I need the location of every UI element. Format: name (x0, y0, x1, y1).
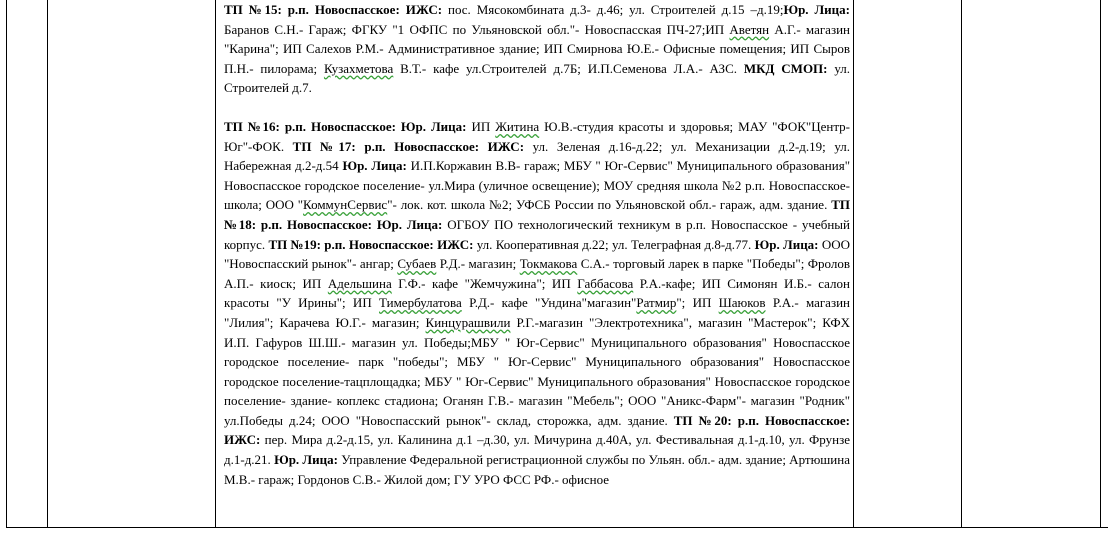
bold-run: Юр. Лица: (783, 2, 850, 17)
flagged-word: Токмакова (519, 256, 578, 272)
text-run: ИП (471, 118, 496, 134)
flagged-word: Габбасова (577, 275, 634, 291)
text-run: Р.Г.-магазин "Электротехника", магазин "Мастерок"; КФХ И.П. Гафуров Ш.Ш.- магазин ул. Победы;МБУ " Юг-Сервис" Муниципального образования" Новоспасское городское поселение- парк "победы"; МБУ " Юг-Сервис" Муниципального образования" Новоспасское городское поселение-тацплощадка; МБУ " Юг-Сервис" Муниципального образования" Новоспасское городское поселение- здание- коплекс стадиона; Оганян Г.В.- магазин "Мебель"; ООО "Аникс-Фарм"- магазин "Родник" ул.Победы д.24; ООО "Новоспасский рынок"- склад, сторожка, адм. здание. (224, 314, 850, 428)
flagged-word: Шаюков (718, 295, 766, 311)
column-divider-2 (215, 0, 216, 528)
text-run: А.Г.- магазин "Карина"; ИП Салехов Р.М.- Административное здание; ИП Смирнова Ю.Е.- Офисные помещения; ИП Сыров П.Н.- пилорама; (224, 21, 850, 76)
bold-run: ТП №18: р.п. Новоспасское: Юр. Лица: (224, 197, 850, 232)
flagged-word: Тимербулатова (379, 295, 462, 311)
flagged-word: Кузахметова (323, 60, 394, 76)
text-run: Р.А.-кафе; ИП Симонян И.Б.- салон красоты "У Ирины"; ИП (224, 275, 850, 311)
flagged-word: Адельшина (327, 275, 392, 291)
table-border-left (6, 0, 7, 528)
flagged-word: Кинцурашвили (425, 314, 511, 330)
bold-run: Юр. Лица: (754, 236, 822, 252)
text-run: Управление Федеральной регистрационной службы по Ульян. обл.- адм. здание; Артюшина М.В.- гараж; Гордонов С.В.- Жилой дом; ГУ УРО ФСС РФ.- офисное (224, 452, 850, 487)
text-run: Баранов С.Н.- Гараж; ФГКУ "1 ОФПС по Ульяновской обл."- Новоспасская ПЧ-27;ИП (224, 21, 730, 37)
column-divider-3 (853, 0, 854, 528)
text-run: пос. Мясокомбината д.3- д.46; ул. Строителей д.15 –д.19; (448, 2, 784, 17)
text-run: ОГБОУ ПО технологический техникум в р.п. Новоспасское - учебный корпус. (224, 216, 850, 252)
bold-run: Юр. Лица: (274, 452, 342, 468)
table-border-right (1100, 0, 1101, 528)
flagged-word: Аветян (729, 21, 770, 37)
paragraph-tp16-tp20 (224, 117, 850, 489)
paragraph-tp15 (224, 0, 850, 98)
flagged-word: Субаев (397, 256, 437, 272)
column-divider-4 (961, 0, 962, 528)
text-run: ул. Зеленая д.16-д.22; ул. Механизации д.2-д.19; ул. Набережная д.2-д.54 (224, 138, 850, 174)
cell-text (224, 0, 850, 489)
flagged-word: Житина (495, 118, 540, 134)
table-bottom-border (6, 527, 1108, 528)
text-run: Р.А.- магазин "Лилия"; Карачева Ю.Г.- магазин; (224, 295, 851, 330)
flagged-word: КоммунСервис (303, 197, 388, 213)
bold-run: ТП №19: р.п. Новоспасское: ИЖС: (268, 236, 477, 252)
flagged-word: Ратмир (636, 295, 677, 311)
text-run: И.П.Коржавин В.В- гараж; МБУ " Юг-Сервис" Муниципального образования" Новоспасское городское поселение- ул.Мира (уличное освещение); МОУ средняя школа №2 р.п. Новоспасское- школа; ООО " (224, 158, 851, 213)
paragraph-gap (224, 98, 850, 117)
column-divider-1 (47, 0, 48, 528)
text-run: "- лок. кот. школа №2; УФСБ России по Ульяновской обл.- гараж, адм. здание. (387, 197, 832, 213)
bold-run: ТП №20: р.п. Новоспасское: ИЖС: (224, 412, 850, 448)
bold-run: ТП №17: р.п. Новоспасское: ИЖС: (292, 138, 533, 154)
bold-run: ТП №16: р.п. Новоспасское: Юр. Лица: (224, 118, 472, 134)
bold-run: МКД СМОП: (743, 60, 835, 76)
text-run: Ю.В.-студия красоты и здоровья; МАУ "ФОК"Центр-Юг"-ФОК. (224, 118, 851, 154)
text-run: ООО "Новоспасский рынок"- ангар; (224, 236, 850, 272)
text-run: Р.Д.- кафе "Ундина"магазин" (461, 295, 637, 311)
text-run: ул. Кооперативная д.22; ул. Телеграфная д.8-д.77. (476, 236, 755, 252)
text-run: "; ИП (676, 295, 719, 311)
text-run: С.А.- торговый ларек в парке "Победы"; Фролов А.П.- киоск; ИП (224, 256, 850, 291)
text-run: Р.Д.- магазин; (436, 256, 520, 272)
text-run: В.Т.- кафе ул.Строителей д.7Б; И.П.Семенова Л.А.- АЗС. (393, 60, 744, 76)
text-run: ул. Строителей д.7. (224, 60, 850, 96)
text-run: пер. Мира д.2-д.15, ул. Калинина д.1 –д.30, ул. Мичурина д.40А, ул. Фестивальная д.1-д.10, ул. Фрунзе д.1-д.21. (224, 432, 850, 468)
text-run: Г.Ф.- кафе "Жемчужина"; ИП (391, 275, 578, 291)
bold-run: Юр. Лица: (342, 158, 411, 174)
bold-run: ТП №15: р.п. Новоспасское: ИЖС: (224, 2, 448, 17)
